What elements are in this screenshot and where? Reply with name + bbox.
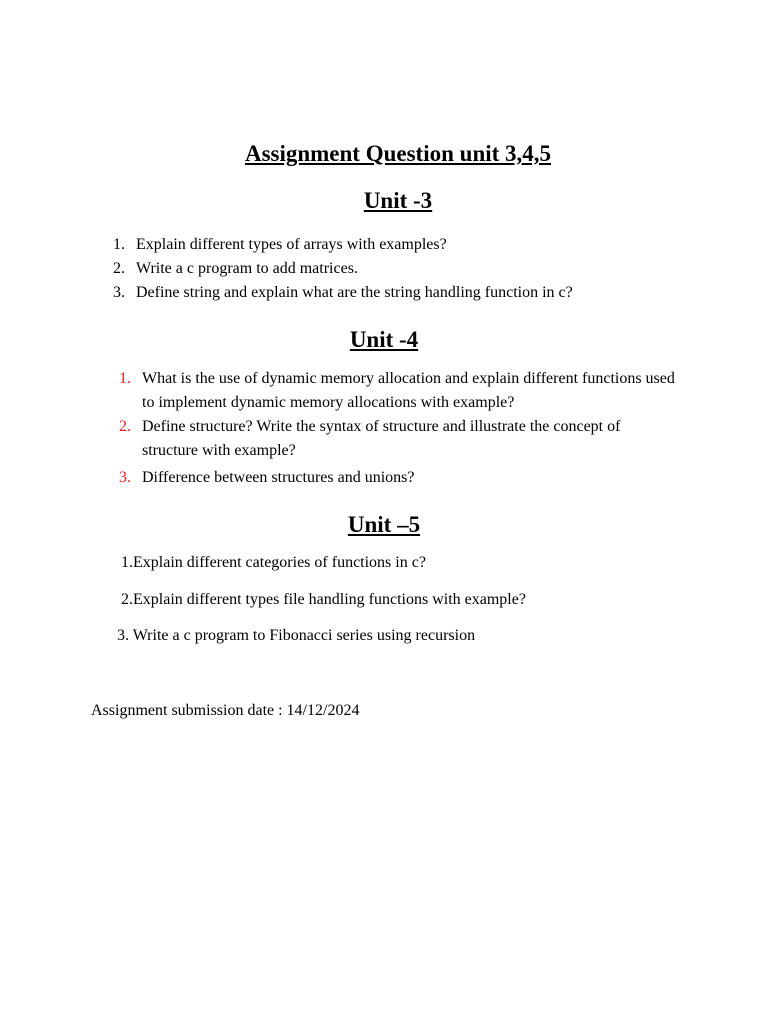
question-text: Difference between structures and unions? xyxy=(142,469,415,486)
question-text: Explain different types of arrays with examples? xyxy=(136,236,447,253)
list-item xyxy=(119,367,679,415)
unit-5-heading: Unit –5 xyxy=(347,512,421,537)
question-text: Write a c program to add matrices. xyxy=(136,260,358,277)
document-title: Assignment Question unit 3,4,5 xyxy=(244,141,552,166)
question-text: Define string and explain what are the string handling function in c? xyxy=(136,284,573,301)
unit-3-question-list xyxy=(113,233,733,305)
list-item xyxy=(113,281,733,305)
question-number: 2. xyxy=(119,418,131,435)
unit-4-question-list xyxy=(119,367,679,490)
question-number: 1. xyxy=(119,370,131,387)
list-item xyxy=(113,233,733,257)
submission-date: Assignment submission date : 14/12/2024 xyxy=(91,702,360,719)
unit-5-question-2: 2.Explain different types file handling functions with example? xyxy=(121,591,526,608)
question-number: 3. xyxy=(113,284,125,301)
list-item xyxy=(113,257,733,281)
question-text: What is the use of dynamic memory allocation and explain different functions used to implement dynamic memory allocations with example? xyxy=(142,370,675,411)
unit-3-heading: Unit -3 xyxy=(363,188,433,213)
unit-5-question-3: 3. Write a c program to Fibonacci series using recursion xyxy=(117,627,476,644)
unit-5-question-1: 1.Explain different categories of functions in c? xyxy=(121,554,426,571)
unit-4-heading: Unit -4 xyxy=(349,327,419,352)
question-number: 2. xyxy=(113,260,125,277)
question-number: 1. xyxy=(113,236,125,253)
question-text: Define structure? Write the syntax of structure and illustrate the concept of structure with example? xyxy=(142,418,621,459)
list-item xyxy=(119,466,679,490)
list-item xyxy=(119,415,679,463)
question-number: 3. xyxy=(119,469,131,486)
